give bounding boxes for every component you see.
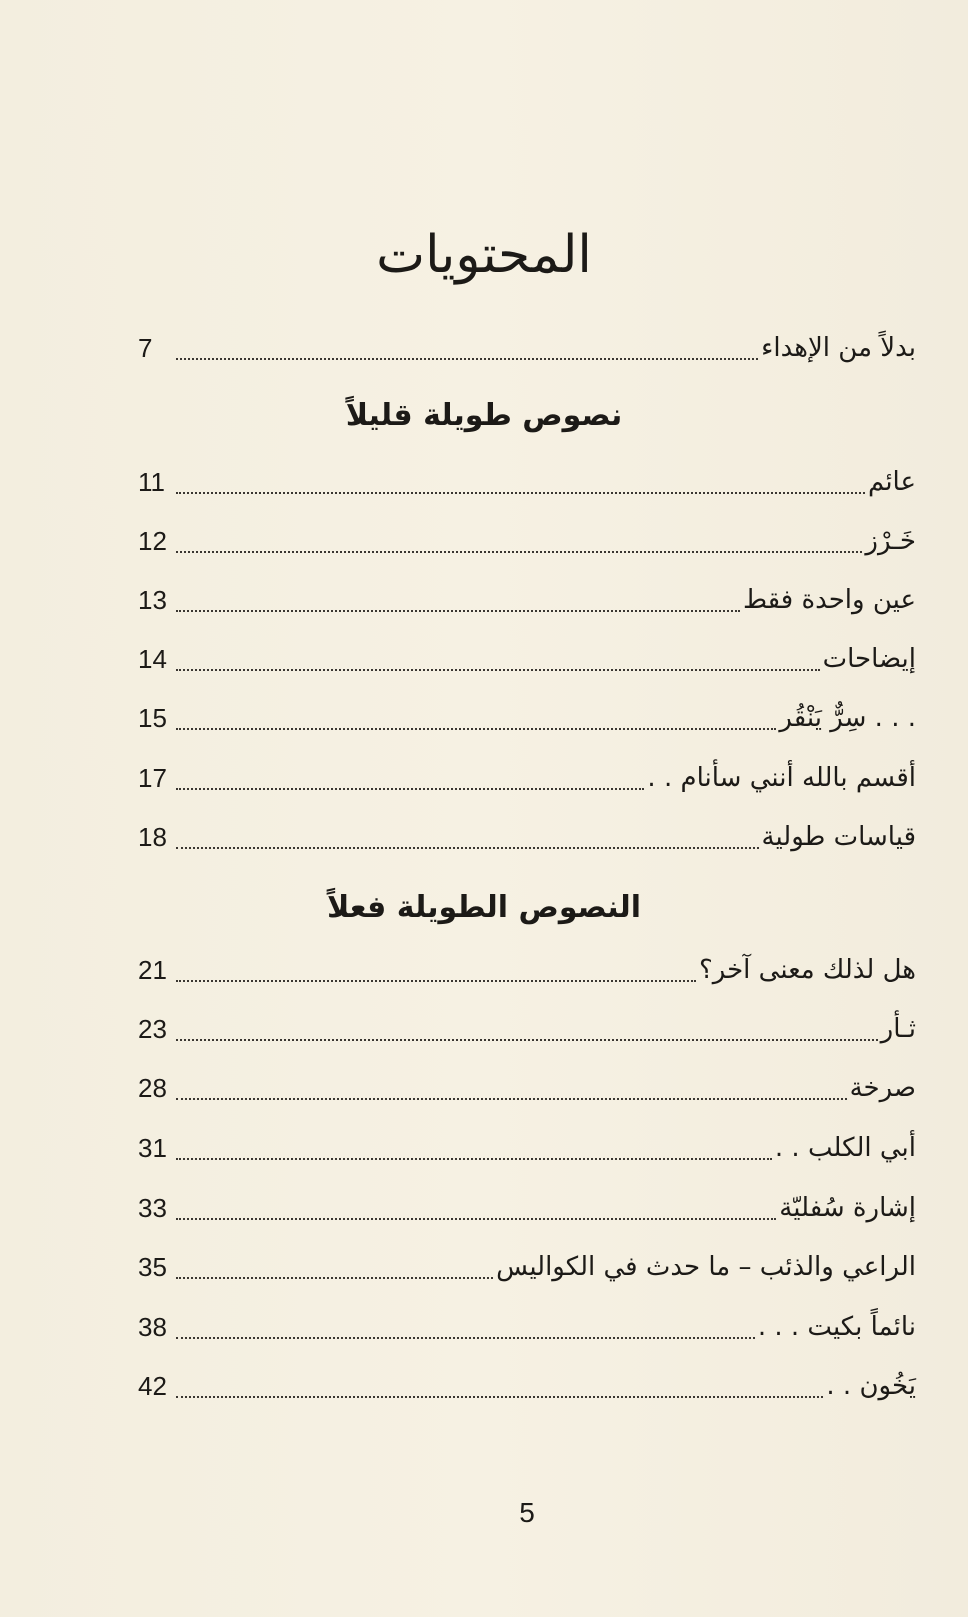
toc-entry-page: 17 bbox=[138, 763, 167, 793]
toc-entry[interactable] bbox=[138, 1066, 916, 1106]
toc-entry-page: 35 bbox=[138, 1252, 167, 1282]
toc-entry-title: هل لذلك معنى آخر؟ bbox=[698, 955, 916, 985]
dot-leader bbox=[176, 358, 758, 360]
toc-entry[interactable] bbox=[138, 1186, 916, 1226]
toc-entry-page: 7 bbox=[138, 333, 153, 363]
toc-entry-page: 13 bbox=[138, 585, 167, 615]
toc-entry-title: نائماً بكيت . . . bbox=[757, 1312, 916, 1342]
toc-entry-title: بدلاً من الإهداء bbox=[761, 333, 916, 363]
dot-leader bbox=[176, 1098, 847, 1100]
dot-leader bbox=[176, 1039, 878, 1041]
toc-entry[interactable] bbox=[138, 578, 916, 618]
toc-entry-title: إشارة سُفليّة bbox=[779, 1193, 916, 1223]
toc-entry[interactable] bbox=[138, 756, 916, 796]
toc-entry[interactable] bbox=[138, 1245, 916, 1285]
toc-entry[interactable] bbox=[138, 519, 916, 559]
toc-entry-page: 12 bbox=[138, 526, 167, 556]
dot-leader bbox=[176, 669, 820, 671]
toc-entry-title: صرخة bbox=[849, 1073, 916, 1103]
dot-leader bbox=[176, 1158, 772, 1160]
toc-entry[interactable] bbox=[138, 1364, 916, 1404]
dot-leader bbox=[176, 788, 644, 790]
page-number: 5 bbox=[519, 1497, 535, 1528]
dot-leader bbox=[176, 1337, 755, 1339]
dot-leader bbox=[176, 610, 740, 612]
toc-entry-title: عين واحدة فقط bbox=[742, 585, 916, 615]
toc-entry[interactable] bbox=[138, 1007, 916, 1047]
toc-entry-title: . . . سِرٌّ يَنْقُر bbox=[779, 703, 916, 733]
toc-entry[interactable] bbox=[138, 1126, 916, 1166]
section-heading-2: النصوص الطويلة فعلاً bbox=[326, 890, 642, 925]
dot-leader bbox=[176, 492, 865, 494]
dot-leader bbox=[176, 847, 759, 849]
toc-entry-title: أقسم بالله أنني سأنام . . bbox=[647, 763, 916, 793]
toc-entry-title: ثـأر bbox=[880, 1014, 916, 1044]
toc-entry-page: 33 bbox=[138, 1193, 167, 1223]
dot-leader bbox=[176, 980, 696, 982]
section-heading-1: نصوص طويلة قليلاً bbox=[345, 398, 623, 433]
toc-entry-page: 14 bbox=[138, 644, 167, 674]
toc-entry-page: 42 bbox=[138, 1371, 167, 1401]
toc-entry[interactable] bbox=[138, 696, 916, 736]
toc-entry-title: يَخُون . . bbox=[826, 1371, 916, 1401]
toc-entry-page: 38 bbox=[138, 1312, 167, 1342]
toc-entry[interactable] bbox=[138, 460, 916, 500]
toc-entry-title: أبي الكلب . . bbox=[774, 1133, 916, 1163]
toc-entry-page: 11 bbox=[138, 467, 165, 497]
toc-entry-page: 15 bbox=[138, 703, 167, 733]
toc-entry-title: خَـرْز bbox=[865, 526, 916, 556]
toc-entry-page: 28 bbox=[138, 1073, 167, 1103]
toc-entry[interactable] bbox=[138, 815, 916, 855]
dot-leader bbox=[176, 1396, 823, 1398]
toc-entry-title: عائم bbox=[868, 467, 916, 497]
dot-leader bbox=[176, 1277, 493, 1279]
toc-entry-page: 31 bbox=[138, 1133, 167, 1163]
dot-leader bbox=[176, 728, 776, 730]
toc-entry[interactable] bbox=[138, 637, 916, 677]
toc-entry-title: قياسات طولية bbox=[761, 822, 916, 852]
toc-entry-page: 23 bbox=[138, 1014, 167, 1044]
toc-entry-intro[interactable] bbox=[138, 326, 916, 366]
toc-entry-page: 21 bbox=[138, 955, 167, 985]
toc-entry-page: 18 bbox=[138, 822, 167, 852]
toc-entry[interactable] bbox=[138, 1305, 916, 1345]
toc-entry-title: إيضاحات bbox=[822, 644, 916, 674]
toc-entry[interactable] bbox=[138, 948, 916, 988]
toc-entry-title: الراعي والذئب – ما حدث في الكواليس bbox=[496, 1252, 916, 1282]
dot-leader bbox=[176, 551, 862, 553]
page-title: المحتويات bbox=[376, 225, 592, 285]
dot-leader bbox=[176, 1218, 776, 1220]
